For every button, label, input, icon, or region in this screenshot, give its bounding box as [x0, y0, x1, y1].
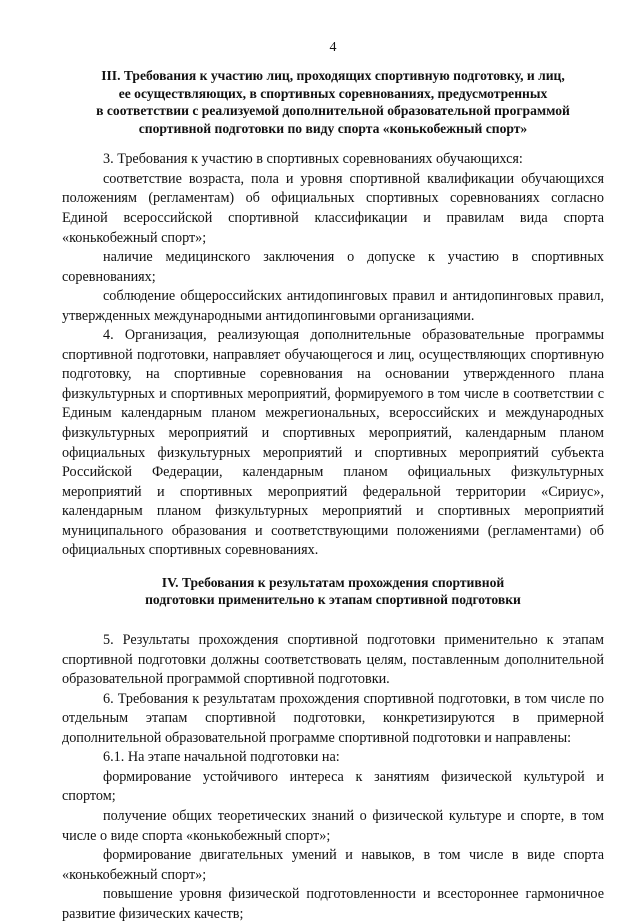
section-4-title-line: подготовки применительно к этапам спортивной подготовки [145, 592, 521, 608]
paragraph-6-1: 6.1. На этапе начальной подготовки на: [103, 749, 340, 766]
section-3-title-line: в соответствии с реализуемой дополнительной образовательной программой [96, 103, 570, 119]
paragraph-4: 4. Организация, реализующая дополнительные образовательные программы спортивной подготовки, направляет обучающегося и лиц, осуществляющих спортивную подготовку, на спортивные соревнования на основании утвержденного плана физкультурных и спортивных мероприятий, формируемого в том числе в соответствии с Единым календарным планом межрегиональных, всероссийских и международных физкультурных мероприятий и спортивных мероприятий, календарным планом официальных физкультурных мероприятий и спортивных мероприятий субъекта Российской Федерации, календарным планом официальных физкультурных мероприятий и спортивных мероприятий федеральной территории «Сириус», календарным планом физкультурных мероприятий и спортивных мероприятий муниципального образования и соответствующими положениями (регламентами) об официальных спортивных соревнованиях. [62, 327, 604, 559]
paragraph-6-1-item-knowledge: получение общих теоретических знаний о физической культуре и спорте, в том числе о виде спорта «конькобежный спорт»; [62, 807, 604, 844]
section-3-title [62, 67, 604, 137]
section-4-title-line: IV. Требования к результатам прохождения спортивной [161, 574, 505, 590]
section-3-title-line: ее осуществляющих, в спортивных соревнованиях, предусмотренных [118, 85, 548, 101]
paragraph-3: 3. Требования к участию в спортивных соревнованиях обучающихся: [103, 151, 523, 168]
paragraph-5: 5. Результаты прохождения спортивной подготовки применительно к этапам спортивной подготовки должны соответствовать целям, поставленным дополнительной образовательной программой спортивной подготовки. [62, 632, 604, 688]
section-3-title-line: III. Требования к участию лиц, проходящих спортивную подготовку, и лиц, [101, 68, 565, 83]
page-number: 4 [329, 40, 337, 55]
paragraph-6-1-item-skills: формирование двигательных умений и навыков, в том числе в виде спорта «конькобежный спорт»; [62, 847, 604, 883]
paragraph-6-1-item-physical: повышение уровня физической подготовленности и всестороннее гармоничное развитие физических качеств; [62, 886, 604, 922]
paragraph-3-item-medical: наличие медицинского заключения о допуске к участию в спортивных соревнованиях; [62, 249, 604, 285]
paragraph-3-item-antidoping: соблюдение общероссийских антидопинговых правил и антидопинговых правил, утвержденных международными антидопинговыми организациями. [62, 288, 604, 324]
paragraph-6: 6. Требования к результатам прохождения спортивной подготовки, в том числе по отдельным этапам спортивной подготовки, конкретизируются в примерной дополнительной образовательной программе спортивной подготовки и направлены: [62, 690, 604, 746]
paragraph-6-1-item-interest: формирование устойчивого интереса к занятиям физической культурой и спортом; [62, 768, 604, 805]
paragraph-3-item-age: соответствие возраста, пола и уровня спортивной квалификации обучающихся положениям (регламентам) об официальных спортивных соревнованиях согласно Единой всероссийской спортивной классификации и правилам вида спорта «конькобежный спорт»; [62, 170, 604, 246]
section-4-title [62, 574, 604, 609]
section-3-title-line: спортивной подготовки по виду спорта «конькобежный спорт» [138, 120, 528, 136]
